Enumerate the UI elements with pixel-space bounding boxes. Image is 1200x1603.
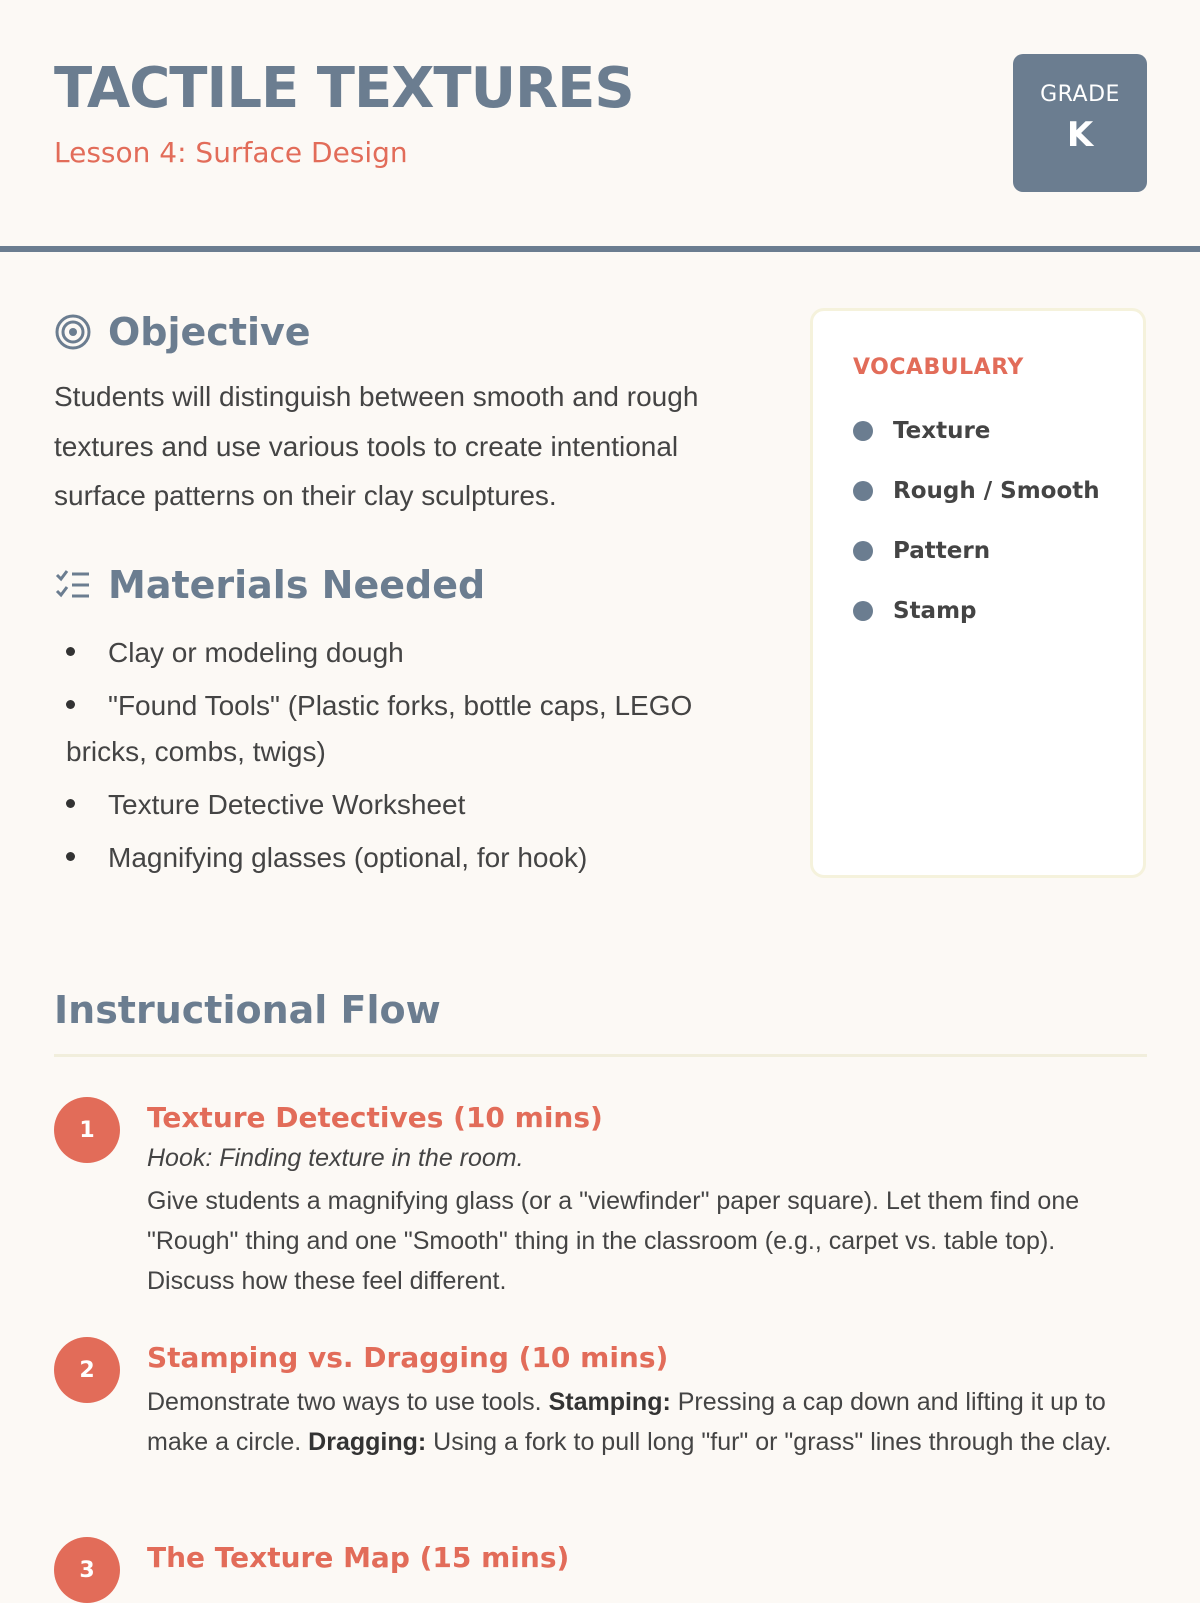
step-text: Give students a magnifying glass (or a "viewfinder" paper square). Let them find one "Rough" thing and one "Smooth" thing in the classroom (e.g., carpet vs. table top). Discuss how these feel different.: [147, 1187, 1080, 1295]
term-dragging: Dragging:: [308, 1428, 427, 1456]
step-title: Texture Detectives (10 mins): [147, 1101, 603, 1134]
list-item: [54, 683, 774, 775]
checklist-icon: [54, 566, 92, 604]
material-text: Clay or modeling dough: [108, 637, 404, 668]
step-title: Stamping vs. Dragging (10 mins): [147, 1341, 669, 1374]
step-number-badge: 2: [54, 1337, 120, 1403]
materials-heading: [54, 563, 485, 607]
objective-heading-label: Objective: [108, 310, 311, 354]
grade-label: GRADE: [1040, 82, 1120, 107]
step-text-stamping: Pressing a cap down and lifting it up to make a circle.: [147, 1388, 1106, 1456]
dot-icon: [853, 541, 873, 561]
vocab-term: Texture: [893, 418, 991, 444]
step-body: [147, 1537, 1147, 1574]
list-item: [54, 782, 774, 828]
term-stamping: Stamping:: [548, 1388, 671, 1416]
target-icon: [54, 313, 92, 351]
material-text: Magnifying glasses (optional, for hook): [108, 842, 588, 873]
step-text-dragging: Using a fork to pull long "fur" or "grass" lines through the clay.: [433, 1428, 1112, 1456]
dot-icon: [853, 481, 873, 501]
step-body: [147, 1097, 1147, 1301]
header-divider: [0, 246, 1200, 252]
bullet-icon: [66, 647, 75, 656]
objective-heading: [54, 310, 311, 354]
step-body: [147, 1337, 1147, 1462]
vocabulary-card: [810, 308, 1146, 878]
vocab-term: Stamp: [893, 598, 977, 624]
vocabulary-list: [853, 401, 1100, 641]
step-title: The Texture Map (15 mins): [147, 1541, 570, 1574]
dot-icon: [853, 601, 873, 621]
flow-divider: [54, 1054, 1147, 1057]
dot-icon: [853, 421, 873, 441]
vocab-term: Pattern: [893, 538, 991, 564]
vocabulary-title: VOCABULARY: [853, 355, 1024, 380]
vocab-term: Rough / Smooth: [893, 478, 1100, 504]
bullet-icon: [66, 799, 75, 808]
vocab-item: [853, 401, 1100, 461]
step-number-badge: 1: [54, 1097, 120, 1163]
bullet-icon: [66, 852, 75, 861]
lesson-header: [54, 48, 1147, 198]
step-hook: Hook: Finding texture in the room.: [147, 1144, 524, 1172]
material-text: "Found Tools" (Plastic forks, bottle caps, LEGO bricks, combs, twigs): [66, 690, 693, 767]
lesson-subtitle: Lesson 4: Surface Design: [54, 136, 408, 169]
vocab-item: [853, 461, 1100, 521]
objective-text: Students will distinguish between smooth and rough textures and use various tools to create intentional surface patterns on their clay sculptures.: [54, 381, 699, 511]
instructional-flow-heading: Instructional Flow: [54, 988, 441, 1032]
step-text-intro: Demonstrate two ways to use tools.: [147, 1388, 542, 1416]
page-title: TACTILE TEXTURES: [54, 56, 634, 121]
bullet-icon: [66, 700, 75, 709]
list-item: [54, 630, 774, 676]
grade-value: K: [1066, 115, 1094, 155]
materials-list: [54, 630, 774, 888]
list-item: [54, 835, 774, 881]
grade-badge: [1013, 54, 1147, 192]
material-text: Texture Detective Worksheet: [108, 789, 466, 820]
vocab-item: [853, 521, 1100, 581]
step-text: [147, 1382, 1147, 1462]
materials-heading-label: Materials Needed: [108, 563, 486, 607]
step-number-badge: 3: [54, 1537, 120, 1603]
vocab-item: [853, 581, 1100, 641]
